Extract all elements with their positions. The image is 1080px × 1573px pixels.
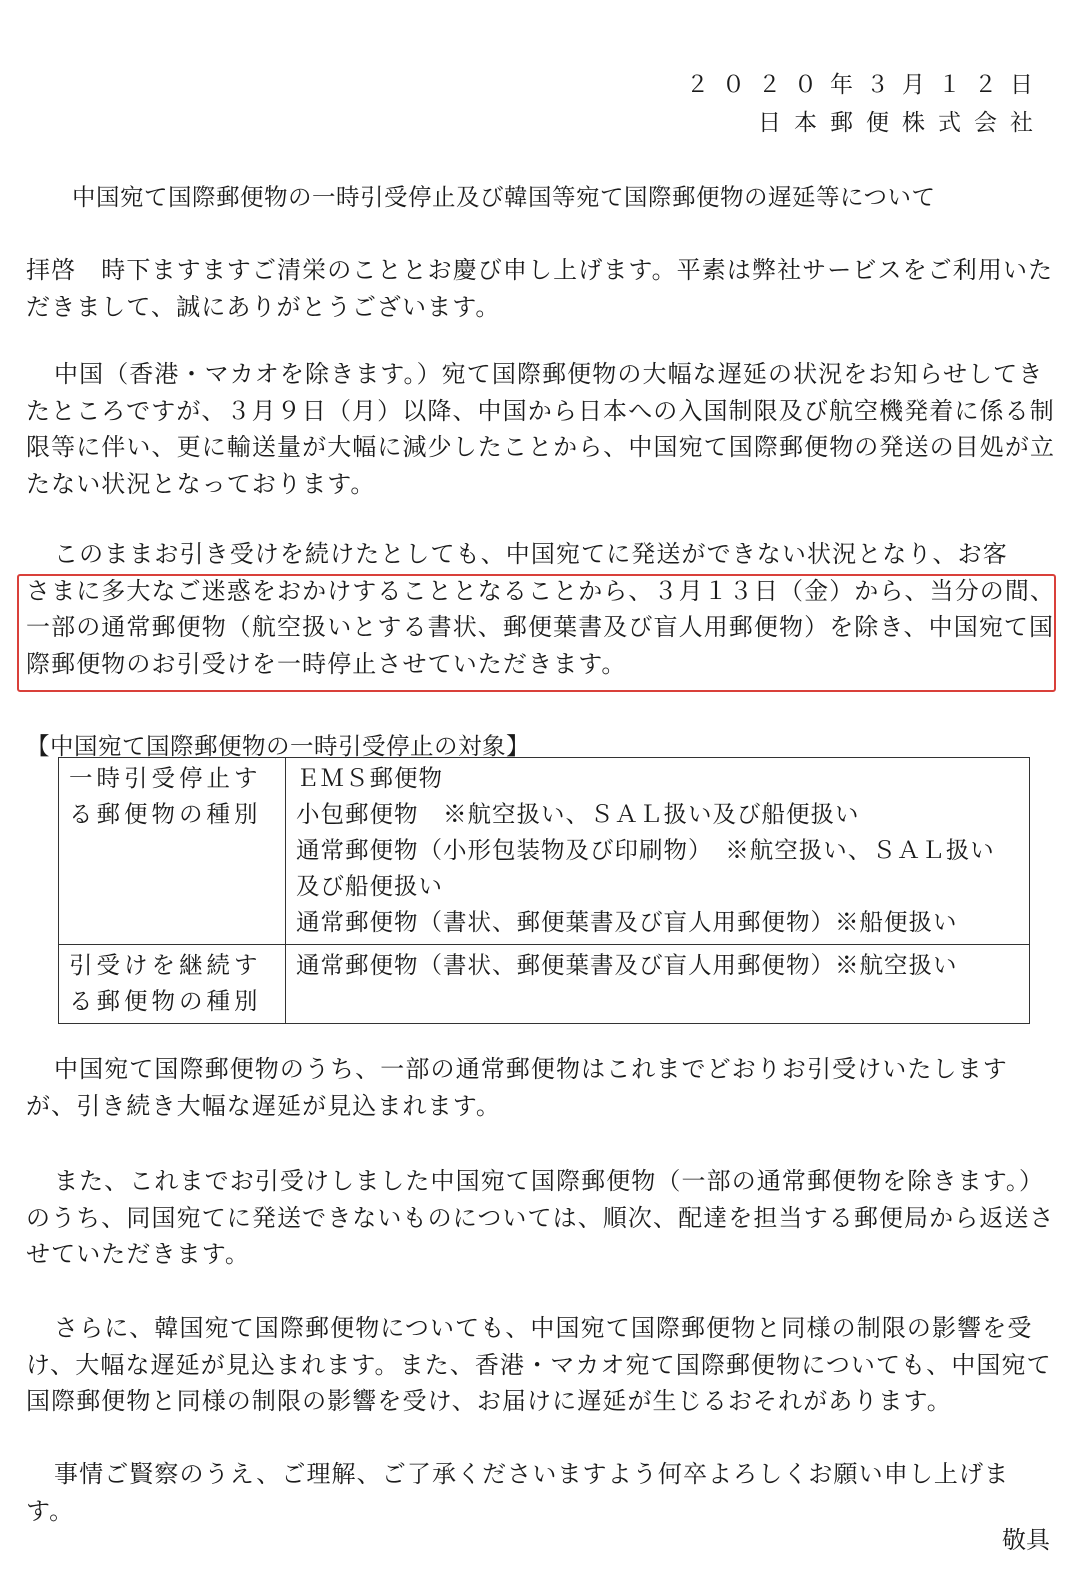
list-item: 通常郵便物（書状、郵便葉書及び盲人用郵便物）※航空扱い — [296, 951, 958, 979]
document-date: ２０２０年３月１２日 — [686, 72, 1046, 98]
greeting-paragraph: 拝啓 時下ますますご清栄のこととお慶び申し上げます。平素は弊社サービスをご利用いただきまして、誠にありがとうございます。 — [26, 256, 1054, 321]
list-item: 通常郵便物（書状、郵便葉書及び盲人用郵便物）※船便扱い — [296, 908, 958, 936]
list-item: 通常郵便物（小形包装物及び印刷物） ※航空扱い、ＳＡＬ扱い及び船便扱い — [296, 836, 995, 900]
row-label: 一時引受停止する郵便物の種別 — [59, 758, 286, 945]
list-item: 小包郵便物 ※航空扱い、ＳＡＬ扱い及び船便扱い — [296, 800, 860, 828]
table-row — [59, 758, 1030, 945]
return-note-paragraph: また、これまでお引受けしました中国宛て国際郵便物（一部の通常郵便物を除きます。）のうち、同国宛てに発送できないものについては、順次、配達を担当する郵便局から返送させていただきます。 — [26, 1167, 1055, 1268]
suspension-highlight-text: さまに多大なご迷惑をおかけすることとなることから、３月１３日（金）から、当分の間、一部の通常郵便物（航空扱いとする書状、郵便葉書及び盲人用郵便物）を除き、中国宛て国際郵便物のお引受けを一時停止させていただきます。 — [26, 576, 1056, 678]
korea-note-paragraph: さらに、韓国宛て国際郵便物についても、中国宛て国際郵便物と同様の制限の影響を受け、大幅な遅延が見込まれます。また、香港・マカオ宛て国際郵便物についても、中国宛て国際郵便物と同様の制限の影響を受け、お届けに遅延が生じるおそれがあります。 — [26, 1314, 1052, 1415]
list-item: ＥＭＳ郵便物 — [296, 764, 443, 792]
issuer-name: 日本郵便株式会社 — [758, 110, 1046, 136]
table-row — [59, 945, 1030, 1024]
row-items — [286, 758, 1030, 945]
delay-status-paragraph: 中国（香港・マカオを除きます。）宛て国際郵便物の大幅な遅延の状況をお知らせしてきたところですが、３月９日（月）以降、中国から日本への入国制限及び航空機発着に係る制限等に伴い、更に輸送量が大幅に減少したことから、中国宛て国際郵便物の発送の目処が立たない状況となっております。 — [26, 360, 1056, 498]
highlight-box — [17, 574, 1056, 692]
suspension-intro-text: このままお引き受けを続けたとしても、中国宛てに発送ができない状況となり、お客 — [54, 540, 1008, 568]
suspension-target-table — [58, 757, 1030, 1024]
document-title: 中国宛て国際郵便物の一時引受停止及び韓国等宛て国際郵便物の遅延等について — [72, 183, 936, 211]
row-items — [286, 945, 1030, 1024]
closing-remark: 敬具 — [1002, 1526, 1050, 1554]
request-paragraph: 事情ご賢察のうえ、ご理解、ご了承くださいますよう何卒よろしくお願い申し上げます。 — [26, 1460, 1010, 1525]
continue-note-paragraph: 中国宛て国際郵便物のうち、一部の通常郵便物はこれまでどおりお引受けいたしますが、引き続き大幅な遅延が見込まれます。 — [26, 1055, 1008, 1120]
section-heading: 【中国宛て国際郵便物の一時引受停止の対象】 — [26, 732, 530, 760]
row-label: 引受けを継続する郵便物の種別 — [59, 945, 286, 1024]
